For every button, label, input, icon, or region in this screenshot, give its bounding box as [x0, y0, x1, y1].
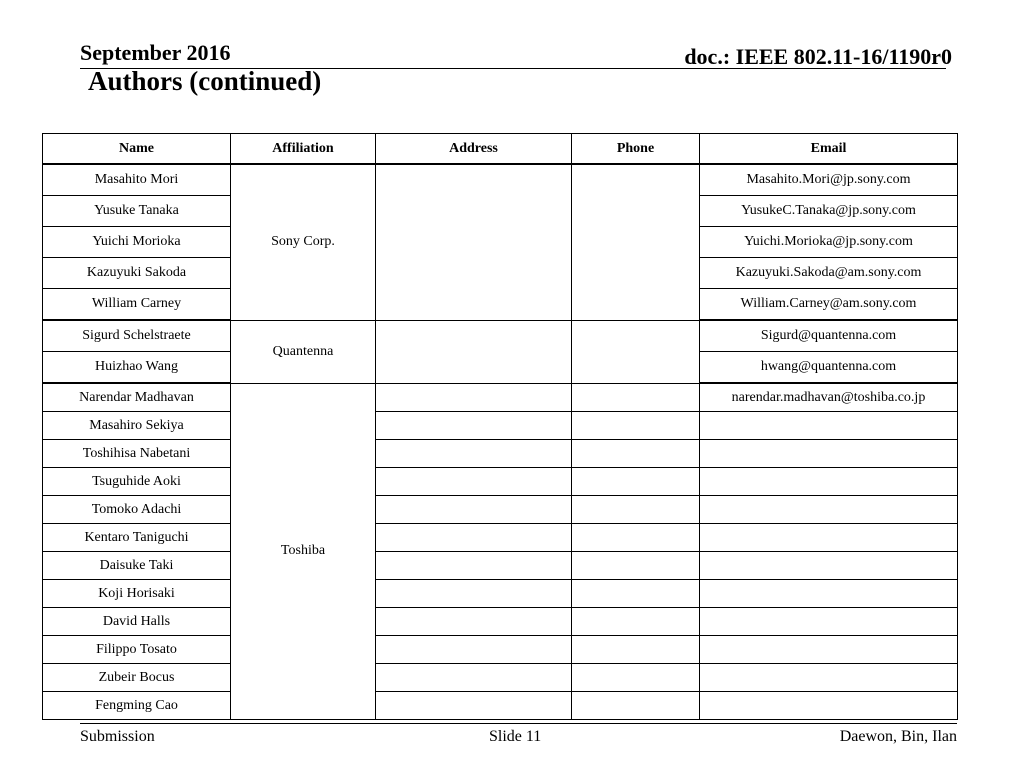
column-header-address: Address	[376, 134, 572, 165]
table-row	[43, 664, 958, 692]
table-header-row	[43, 134, 958, 165]
table-row	[43, 552, 958, 580]
author-name: Sigurd Schelstraete	[43, 320, 231, 352]
author-address	[376, 496, 572, 524]
table-row	[43, 412, 958, 440]
table-row	[43, 440, 958, 468]
author-address	[376, 608, 572, 636]
author-name: William Carney	[43, 289, 231, 321]
author-name: Tsuguhide Aoki	[43, 468, 231, 496]
author-phone	[572, 496, 700, 524]
header-doc-id: doc.: IEEE 802.11-16/1190r0	[684, 44, 952, 69]
author-address	[376, 692, 572, 720]
author-email	[700, 552, 958, 580]
author-email	[700, 664, 958, 692]
author-address	[376, 164, 572, 320]
authors-table	[42, 133, 958, 720]
author-email	[700, 580, 958, 608]
column-header-email: Email	[700, 134, 958, 165]
author-phone	[572, 440, 700, 468]
author-phone	[572, 164, 700, 320]
author-address	[376, 440, 572, 468]
author-phone	[572, 692, 700, 720]
author-address	[376, 468, 572, 496]
author-address	[376, 383, 572, 412]
author-email	[700, 692, 958, 720]
author-affiliation: Sony Corp.	[231, 164, 376, 320]
author-address	[376, 412, 572, 440]
author-name: Kentaro Taniguchi	[43, 524, 231, 552]
table-row	[43, 320, 958, 352]
author-email	[700, 468, 958, 496]
author-email	[700, 524, 958, 552]
author-name: Filippo Tosato	[43, 636, 231, 664]
author-name: Masahiro Sekiya	[43, 412, 231, 440]
table-row	[43, 692, 958, 720]
author-phone	[572, 320, 700, 383]
author-phone	[572, 468, 700, 496]
author-name: David Halls	[43, 608, 231, 636]
author-name: Zubeir Bocus	[43, 664, 231, 692]
author-phone	[572, 636, 700, 664]
table-row	[43, 608, 958, 636]
author-email: hwang@quantenna.com	[700, 352, 958, 384]
author-phone	[572, 608, 700, 636]
author-phone	[572, 580, 700, 608]
author-address	[376, 664, 572, 692]
author-email	[700, 608, 958, 636]
footer-authors: Daewon, Bin, Ilan	[839, 728, 957, 745]
table-row	[43, 636, 958, 664]
author-address	[376, 580, 572, 608]
table-row	[43, 580, 958, 608]
author-name: Daisuke Taki	[43, 552, 231, 580]
author-name: Fengming Cao	[43, 692, 231, 720]
author-address	[376, 552, 572, 580]
author-name: Yuichi Morioka	[43, 227, 231, 258]
author-email: narendar.madhavan@toshiba.co.jp	[700, 383, 958, 412]
author-name: Tomoko Adachi	[43, 496, 231, 524]
author-phone	[572, 412, 700, 440]
author-name: Masahito Mori	[43, 164, 231, 196]
footer-divider	[80, 723, 957, 724]
author-name: Huizhao Wang	[43, 352, 231, 384]
author-address	[376, 320, 572, 383]
footer-submission: Submission	[80, 728, 155, 745]
author-address	[376, 636, 572, 664]
table-row	[43, 164, 958, 196]
author-email: Sigurd@quantenna.com	[700, 320, 958, 352]
author-phone	[572, 524, 700, 552]
author-name: Narendar Madhavan	[43, 383, 231, 412]
author-email	[700, 440, 958, 468]
author-phone	[572, 552, 700, 580]
author-email	[700, 496, 958, 524]
slide-title: Authors (continued)	[88, 66, 322, 96]
footer-slide-number: Slide 11	[489, 728, 542, 745]
author-email	[700, 412, 958, 440]
table-row	[43, 468, 958, 496]
author-name: Yusuke Tanaka	[43, 196, 231, 227]
author-email: Masahito.Mori@jp.sony.com	[700, 164, 958, 196]
author-phone	[572, 383, 700, 412]
author-address	[376, 524, 572, 552]
author-name: Kazuyuki Sakoda	[43, 258, 231, 289]
author-email: William.Carney@am.sony.com	[700, 289, 958, 321]
table-row	[43, 496, 958, 524]
author-email: Yuichi.Morioka@jp.sony.com	[700, 227, 958, 258]
author-email: Kazuyuki.Sakoda@am.sony.com	[700, 258, 958, 289]
column-header-affiliation: Affiliation	[231, 134, 376, 165]
author-phone	[572, 664, 700, 692]
author-affiliation: Toshiba	[231, 383, 376, 720]
author-affiliation: Quantenna	[231, 320, 376, 383]
author-email: YusukeC.Tanaka@jp.sony.com	[700, 196, 958, 227]
column-header-name: Name	[43, 134, 231, 165]
author-name: Koji Horisaki	[43, 580, 231, 608]
table-row	[43, 524, 958, 552]
column-header-phone: Phone	[572, 134, 700, 165]
table-row	[43, 383, 958, 412]
author-name: Toshihisa Nabetani	[43, 440, 231, 468]
header-date: September 2016	[80, 40, 231, 65]
author-email	[700, 636, 958, 664]
